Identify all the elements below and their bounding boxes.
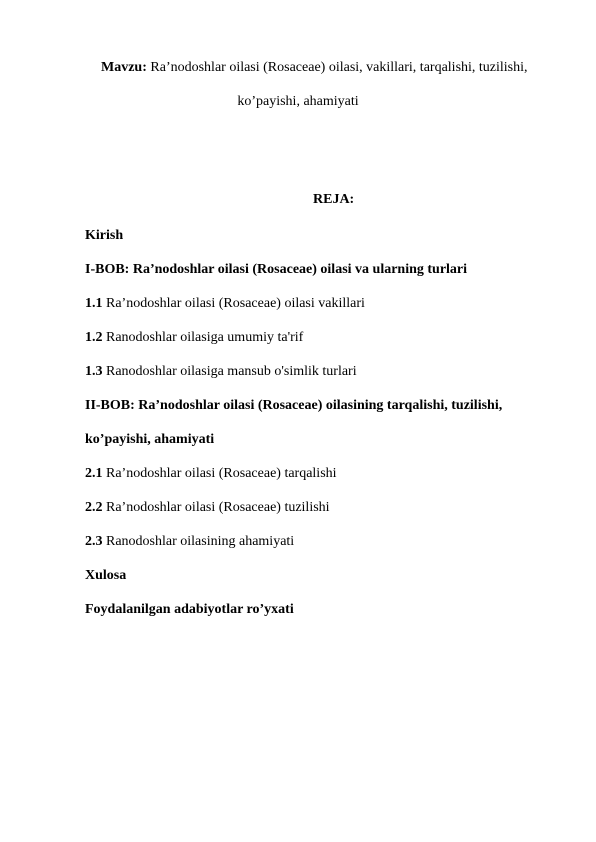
plan-item-text: Ranodoshlar oilasining ahamiyati bbox=[102, 534, 295, 549]
plan-item-text: Ra’nodoshlar oilasi (Rosaceae) tuzilishi bbox=[102, 500, 330, 515]
plan-item-2-1 bbox=[85, 465, 337, 483]
plan-chapter-2-line-1: II-BOB: Ra’nodoshlar oilasi (Rosaceae) oilasining tarqalishi, tuzilishi, bbox=[85, 398, 503, 413]
plan-item-text: Ranodoshlar oilasiga mansub o'simlik turlari bbox=[102, 364, 357, 379]
plan-chapter-2-line-2: ko’payishi, ahamiyati bbox=[85, 432, 215, 447]
plan-item-2-2 bbox=[85, 499, 330, 517]
plan-item-text: Ra’nodoshlar oilasi (Rosaceae) tarqalishi bbox=[102, 466, 337, 481]
plan-item-number: 2.1 bbox=[85, 466, 103, 481]
plan-item-number: 1.1 bbox=[85, 296, 103, 311]
plan-item-conclusion: Xulosa bbox=[85, 568, 127, 583]
plan-item-2-3 bbox=[85, 533, 294, 551]
topic-line-2: ko’payishi, ahamiyati bbox=[237, 94, 359, 109]
plan-item-intro: Kirish bbox=[85, 228, 124, 243]
plan-item-number: 1.3 bbox=[85, 364, 103, 379]
plan-chapter-1: I-BOB: Ra’nodoshlar oilasi (Rosaceae) oilasi va ularning turlari bbox=[85, 262, 468, 277]
plan-item-1-2 bbox=[85, 329, 303, 347]
plan-item-references: Foydalanilgan adabiyotlar ro’yxati bbox=[85, 602, 294, 617]
topic-text: Ra’nodoshlar oilasi (Rosaceae) oilasi, vakillari, tarqalishi, tuzilishi, bbox=[146, 60, 528, 75]
plan-item-1-3 bbox=[85, 363, 357, 381]
plan-item-text: Ranodoshlar oilasiga umumiy ta'rif bbox=[102, 330, 304, 345]
topic-line-1 bbox=[101, 59, 528, 77]
plan-item-number: 1.2 bbox=[85, 330, 103, 345]
topic-label: Mavzu: bbox=[101, 60, 147, 75]
plan-item-text: Ra’nodoshlar oilasi (Rosaceae) oilasi vakillari bbox=[102, 296, 365, 311]
plan-title: REJA: bbox=[313, 192, 355, 207]
plan-item-number: 2.3 bbox=[85, 534, 103, 549]
plan-item-1-1 bbox=[85, 295, 365, 313]
plan-item-number: 2.2 bbox=[85, 500, 103, 515]
